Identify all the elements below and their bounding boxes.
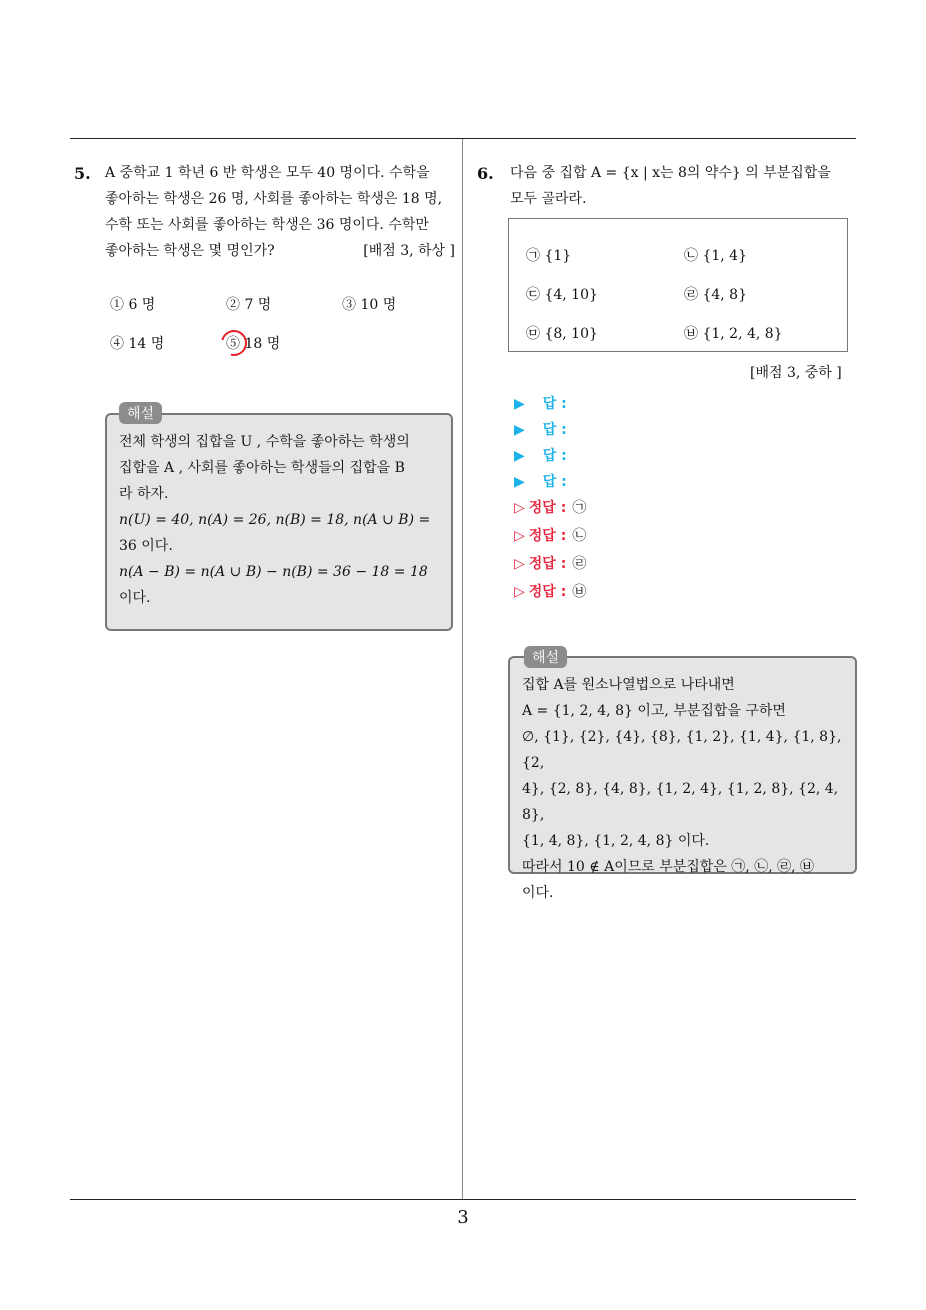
q6-answer-row-3[interactable] <box>514 445 567 465</box>
q6-sol-line-1: 집합 A를 원소나열법으로 나타내면 <box>522 677 735 693</box>
q5-number: 5. <box>74 164 91 183</box>
q6-correct-row-4 <box>514 581 586 601</box>
q6-option-2[interactable]: ㉡ {1, 4} <box>684 248 747 264</box>
q6-sol-line-6: 따라서 10 ∉ A이므로 부분집합은 ㉠, ㉡, ㉣, ㉥ <box>522 859 815 875</box>
triangle-filled-icon: ▶ <box>514 474 525 490</box>
q5-choice-4[interactable]: ④ 14 명 <box>110 336 165 352</box>
q6-sol-line-3: ∅, {1}, {2}, {4}, {8}, {1, 2}, {1, 4}, {1, 8}, {2, <box>522 729 842 771</box>
q5-solution-box <box>105 413 453 631</box>
q6-option-6[interactable]: ㉥ {1, 2, 4, 8} <box>684 326 783 342</box>
answer-label: 답 : <box>542 448 567 464</box>
triangle-outline-icon: ▷ <box>514 556 525 572</box>
q6-option-4[interactable]: ㉣ {4, 8} <box>684 287 747 303</box>
triangle-outline-icon: ▷ <box>514 584 525 600</box>
q5-line-1: A 중학교 1 학년 6 반 학생은 모두 40 명이다. 수학을 <box>105 165 430 181</box>
triangle-outline-icon: ▷ <box>514 500 525 516</box>
q6-sol-line-2: A = {1, 2, 4, 8} 이고, 부분집합을 구하면 <box>522 703 786 719</box>
q6-solution-tag: 해설 <box>524 646 567 668</box>
answer-label: 답 : <box>542 474 567 490</box>
triangle-filled-icon: ▶ <box>514 422 525 438</box>
q6-answer-row-1[interactable] <box>514 393 567 413</box>
correct-label: 정답 : <box>528 584 567 600</box>
q6-sol-line-7: 이다. <box>522 885 554 901</box>
q5-sol-line-2: 집합을 A , 사회를 좋아하는 학생들의 집합을 B <box>119 460 405 476</box>
q5-question <box>105 160 455 264</box>
triangle-filled-icon: ▶ <box>514 396 525 412</box>
q5-solution-tag: 해설 <box>119 402 162 424</box>
q6-sol-line-4: 4}, {2, 8}, {4, 8}, {1, 2, 4}, {1, 2, 8}, {2, 4, 8}, <box>522 781 839 823</box>
correct-label: 정답 : <box>528 500 567 516</box>
q5-sol-line-5: 36 이다. <box>119 538 173 554</box>
correct-answer: ㉡ <box>572 528 587 544</box>
header-rule <box>70 138 856 139</box>
triangle-filled-icon: ▶ <box>514 448 525 464</box>
correct-answer: ㉣ <box>572 556 587 572</box>
q5-points: [배점 3, 하상 ] <box>363 243 455 259</box>
q6-correct-row-1 <box>514 497 586 517</box>
q6-number: 6. <box>477 164 494 183</box>
q5-sol-line-4: n(U) = 40, n(A) = 26, n(B) = 18, n(A ∪ B) = <box>119 512 431 528</box>
q6-line-1: 다음 중 집합 A = {x | x는 8의 약수} 의 부분집합을 <box>510 165 831 181</box>
q6-option-3[interactable]: ㉢ {4, 10} <box>526 287 598 303</box>
page-number: 3 <box>457 1207 469 1228</box>
column-divider <box>462 139 463 1199</box>
q6-solution-box <box>508 656 857 901</box>
q6-answer-row-4[interactable] <box>514 471 567 491</box>
q6-question <box>510 160 858 212</box>
q6-line-2: 모두 골라라. <box>510 191 587 207</box>
triangle-outline-icon: ▷ <box>514 528 525 544</box>
q5-choice-1[interactable]: ① 6 명 <box>110 297 156 313</box>
q5-line-4-row <box>105 238 455 264</box>
correct-answer: ㉠ <box>572 500 587 516</box>
q6-points: [배점 3, 중하 ] <box>750 365 842 381</box>
q6-correct-row-3 <box>514 553 586 573</box>
q6-option-1[interactable]: ㉠ {1} <box>526 248 572 264</box>
correct-answer: ㉥ <box>572 584 587 600</box>
answer-label: 답 : <box>542 396 567 412</box>
q5-choice-3[interactable]: ③ 10 명 <box>342 297 397 313</box>
q5-choice-2[interactable]: ② 7 명 <box>226 297 272 313</box>
correct-label: 정답 : <box>528 556 567 572</box>
correct-label: 정답 : <box>528 528 567 544</box>
q6-option-5[interactable]: ㉤ {8, 10} <box>526 326 598 342</box>
q5-sol-line-7: 이다. <box>119 590 151 606</box>
q5-sol-line-6: n(A − B) = n(A ∪ B) − n(B) = 36 − 18 = 18 <box>119 564 428 580</box>
q5-sol-line-3: 라 하자. <box>119 486 169 502</box>
q6-answer-row-2[interactable] <box>514 419 567 439</box>
q5-choice-5[interactable]: ⑤ 18 명 <box>226 336 281 352</box>
q6-correct-row-2 <box>514 525 586 545</box>
q5-line-4: 좋아하는 학생은 몇 명인가? <box>105 243 275 259</box>
footer-rule <box>70 1199 856 1200</box>
answer-label: 답 : <box>542 422 567 438</box>
selected-answer-circle-icon <box>216 325 252 361</box>
q5-line-2: 좋아하는 학생은 26 명, 사회를 좋아하는 학생은 18 명, <box>105 191 443 207</box>
q5-line-3: 수학 또는 사회를 좋아하는 학생은 36 명이다. 수학만 <box>105 217 429 233</box>
q6-sol-line-5: {1, 4, 8}, {1, 2, 4, 8} 이다. <box>522 833 710 849</box>
q5-sol-line-1: 전체 학생의 집합을 U , 수학을 좋아하는 학생의 <box>119 434 410 450</box>
